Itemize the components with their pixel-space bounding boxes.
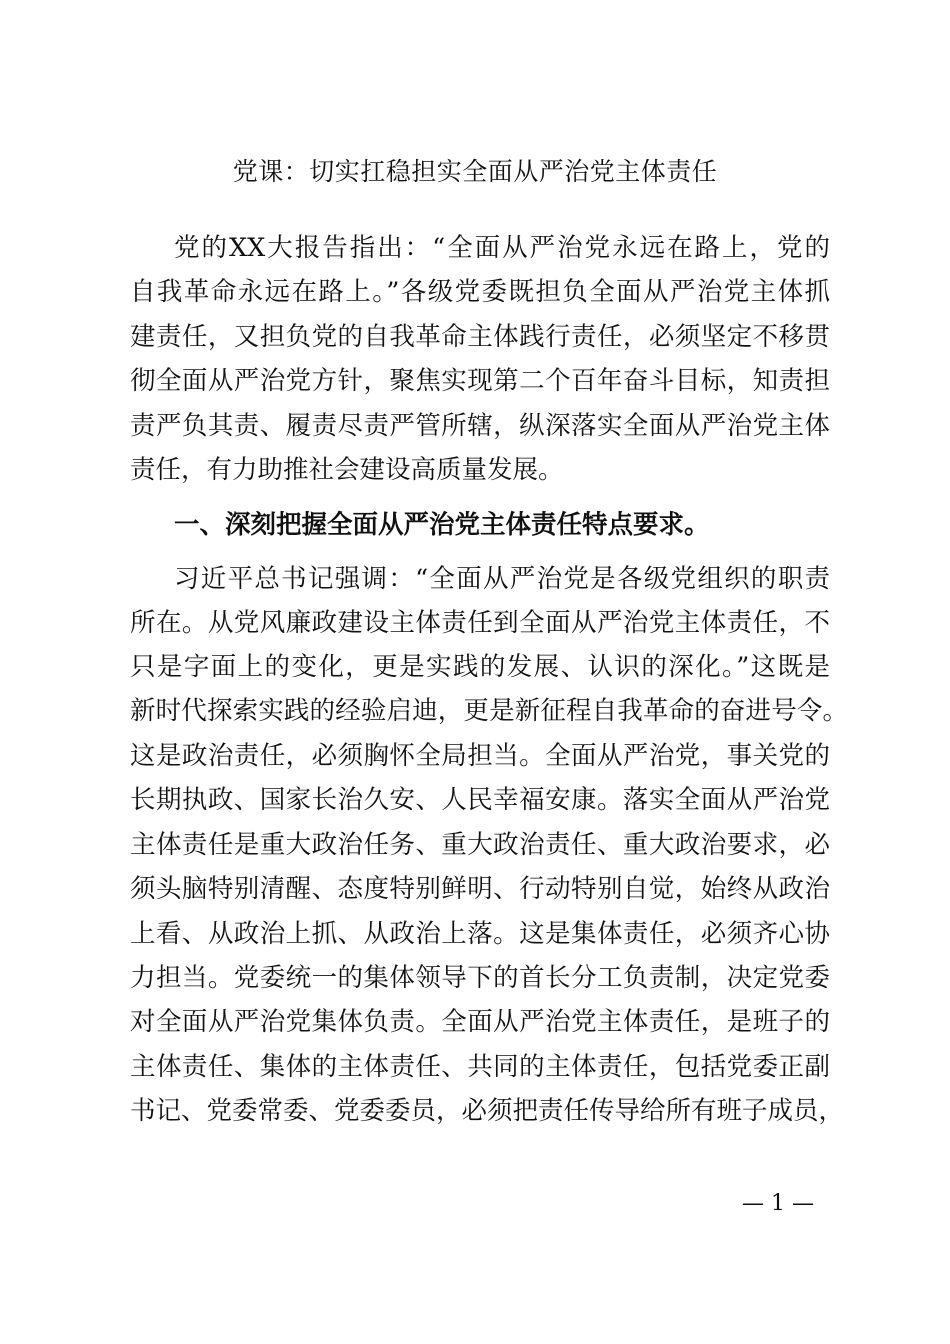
- body-line: 力担当。党委统一的集体领导下的首长分工负责制，决定党委: [130, 963, 830, 993]
- body-line: 上看、从政治上抓、从政治上落。这是集体责任，必须齐心协: [130, 919, 830, 949]
- document-title: 党课：切实扛稳担实全面从严治党主体责任: [232, 157, 718, 186]
- body-line: 所在。从党风廉政建设主体责任到全面从严治党主体责任，不: [130, 608, 830, 638]
- body-line: 长期执政、国家长治久安、人民幸福安康。落实全面从严治党: [130, 785, 830, 815]
- body-line: 习近平总书记强调：“全面从严治党是各级党组织的职责: [174, 564, 830, 594]
- page-number: — 1 —: [742, 1191, 814, 1216]
- intro-line: 自我革命永远在路上。”各级党委既担负全面从严治党主体抓: [130, 277, 830, 307]
- body-line: 主体责任是重大政治任务、重大政治责任、重大政治要求，必: [130, 830, 830, 860]
- intro-line: 责任，有力助推社会建设高质量发展。: [130, 455, 564, 485]
- intro-line: 党的XX大报告指出：“全面从严治党永远在路上，党的: [174, 233, 830, 263]
- body-line: 须头脑特别清醒、态度特别鲜明、行动特别自觉，始终从政治: [130, 874, 830, 904]
- body-line: 书记、党委常委、党委委员，必须把责任传导给所有班子成员，: [130, 1096, 845, 1126]
- section-heading: 一、深刻把握全面从严治党主体责任特点要求。: [174, 510, 710, 540]
- body-line: 这是政治责任，必须胸怀全局担当。全面从严治党，事关党的: [130, 741, 830, 771]
- intro-line: 责严负其责、履责尽责严管所辖，纵深落实全面从严治党主体: [130, 411, 830, 441]
- body-line: 只是字面上的变化，更是实践的发展、认识的深化。”这既是: [130, 652, 830, 682]
- body-line: 新时代探索实践的经验启迪，更是新征程自我革命的奋进号令。: [130, 696, 848, 726]
- intro-line: 建责任，又担负党的自我革命主体践行责任，必须坚定不移贯: [130, 322, 830, 352]
- body-line: 对全面从严治党集体负责。全面从严治党主体责任，是班子的: [130, 1007, 830, 1037]
- intro-line: 彻全面从严治党方针，聚焦实现第二个百年奋斗目标，知责担: [130, 366, 830, 396]
- body-line: 主体责任、集体的主体责任、共同的主体责任，包括党委正副: [130, 1052, 830, 1082]
